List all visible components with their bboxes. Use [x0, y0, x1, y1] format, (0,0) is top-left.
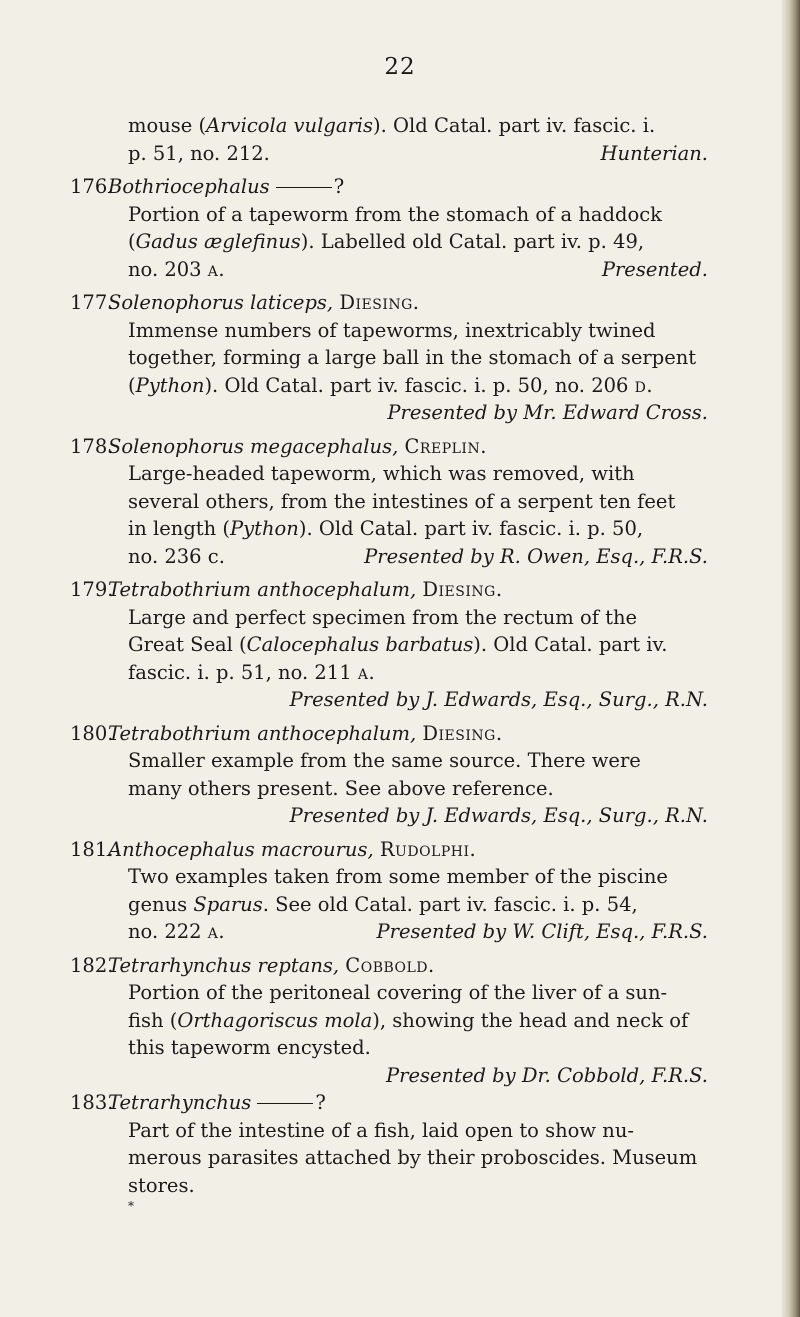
entry-183-heading: 183. Tetrarhynchus ?: [108, 1089, 708, 1117]
entry-180-provenance: Presented by J. Edwards, Esq., Surg., R.N.: [289, 804, 708, 827]
author-name: Diesing.: [339, 291, 420, 314]
species-name: Anthocephalus macrourus,: [108, 837, 374, 861]
entry-number: 182.: [70, 953, 114, 977]
entry-number: 181.: [70, 837, 114, 861]
entry-181-line: no. 222 a. Presented by W. Clift, Esq., F.R.S.: [108, 918, 708, 946]
provenance: Hunterian.: [600, 141, 708, 165]
page-number: 22: [384, 54, 416, 80]
entry-182-line: Portion of the peritoneal covering of the liver of a sun-: [128, 981, 668, 1004]
entry-182-provenance: Presented by Dr. Cobbold, F.R.S.: [386, 1063, 708, 1087]
entry-179-line: fascic. i. p. 51, no. 211 a.: [128, 660, 376, 684]
entry-179-line: Large and perfect specimen from the rectum of the: [128, 605, 638, 629]
entry-177-line: Immense numbers of tapeworms, inextricably twined: [128, 318, 656, 342]
entry-177-heading: [70, 289, 708, 317]
entry-178-line: in length (Python). Old Catal. part iv. fascic. i. p. 50,: [128, 517, 644, 540]
entry-number: 180.: [70, 721, 114, 745]
provenance: Presented by R. Owen, Esq., F.R.S.: [364, 544, 708, 568]
printer-mark: *: [128, 1199, 134, 1213]
entry-176-line: (Gadus æglefinus). Labelled old Catal. part iv. p. 49,: [128, 230, 645, 253]
entry-183-line: stores.: [128, 1173, 195, 1197]
entry-176-line: no. 203 a. Presented.: [108, 256, 708, 284]
entry-number: 178.: [70, 434, 114, 458]
intro-line-1: mouse (Arvicola vulgaris). Old Catal. part iv. fascic. i.: [128, 114, 656, 137]
entry-182-heading: [70, 952, 708, 980]
entry-178-line: several others, from the intestines of a serpent ten feet: [128, 489, 676, 513]
catalogue-page-body: [70, 112, 708, 1213]
page-edge-shadow: [782, 0, 800, 1317]
genus-name: Tetrarhynchus: [108, 1091, 252, 1114]
entry-177-line: together, forming a large ball in the stomach of a serpent: [128, 346, 697, 369]
entry-176-heading: 176. Bothriocephalus ?: [108, 173, 708, 201]
genus-name: Bothriocephalus: [108, 175, 270, 198]
blank-dash: [257, 1103, 313, 1104]
entry-179-provenance: Presented by J. Edwards, Esq., Surg., R.N.: [289, 688, 708, 711]
entry-177-provenance: Presented by Mr. Edward Cross.: [387, 401, 708, 424]
entry-180-line: Smaller example from the same source. There were: [128, 749, 641, 772]
author-name: Creplin.: [404, 434, 487, 458]
entry-181-line: Two examples taken from some member of the piscine: [128, 865, 668, 888]
species-name: Tetrarhynchus reptans,: [108, 953, 340, 977]
provenance: Presented by W. Clift, Esq., F.R.S.: [376, 920, 708, 943]
entry-183-line: merous parasites attached by their proboscides. Museum: [128, 1146, 698, 1169]
entry-180-line: many others present. See above reference.: [128, 776, 554, 800]
entry-182-line: this tapeworm encysted.: [128, 1036, 371, 1059]
entry-178-line: no. 236 c. Presented by R. Owen, Esq., F.R.S.: [108, 543, 708, 571]
author-name: Diesing.: [422, 721, 503, 745]
species-name: Solenophorus megacephalus,: [108, 434, 399, 458]
entry-181-line: genus Sparus. See old Catal. part iv. fascic. i. p. 54,: [128, 892, 638, 916]
intro-line-2: p. 51, no. 212. Hunterian.: [108, 140, 708, 168]
entry-177-line: (Python). Old Catal. part iv. fascic. i. p. 50, no. 206 d.: [128, 373, 654, 397]
entry-180-heading: [70, 720, 708, 748]
entry-176-line: Portion of a tapeworm from the stomach of a haddock: [128, 202, 662, 226]
species-name: Tetrabothrium anthocephalum,: [108, 578, 417, 601]
entry-number: 183.: [70, 1091, 114, 1114]
entry-179-heading: [70, 576, 708, 604]
entry-179-line: Great Seal (Calocephalus barbatus). Old Catal. part iv.: [128, 633, 668, 656]
species-name: Tetrabothrium anthocephalum,: [108, 721, 417, 745]
provenance: Presented.: [601, 257, 708, 281]
entry-178-line: Large-headed tapeworm, which was removed, with: [128, 462, 635, 485]
blank-dash: [276, 187, 332, 188]
entry-178-heading: [70, 433, 708, 461]
entry-number: 177.: [70, 291, 114, 314]
author-name: Cobbold.: [345, 953, 435, 977]
entry-181-heading: [70, 836, 708, 864]
entry-182-line: fish (Orthagoriscus mola), showing the head and neck of: [128, 1008, 689, 1032]
author-name: Rudolphi.: [379, 837, 477, 861]
entry-number: 176.: [70, 175, 114, 198]
entry-number: 179.: [70, 578, 114, 601]
entry-183-line: Part of the intestine of a fish, laid open to show nu-: [128, 1118, 634, 1142]
species-name: Solenophorus laticeps,: [108, 291, 334, 314]
species-name: Arvicola vulgaris: [206, 114, 374, 137]
author-name: Diesing.: [422, 578, 503, 601]
